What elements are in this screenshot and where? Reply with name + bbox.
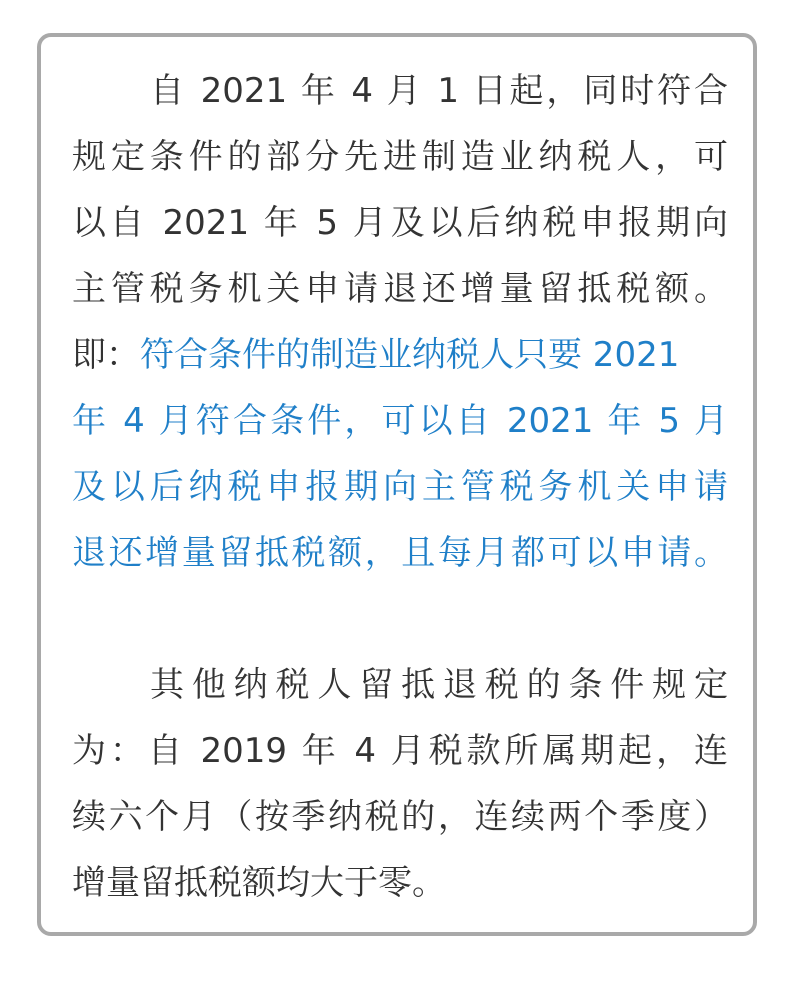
highlight-line1: 符合条件的制造业纳税人只要 2021: [140, 335, 680, 375]
highlight-line2: 年 4 月符合条件，可以自 2021 年 5 月: [72, 401, 728, 441]
paragraph1-line5: [72, 327, 728, 383]
highlight-line4: 退还增量留抵税额，且每月都可以申请。: [72, 533, 728, 573]
explanation-prefix: 即：: [72, 335, 140, 375]
paragraph1-line1: 自 2021 年 4 月 1 日起，同时符合: [150, 71, 728, 111]
highlight-line3: 及以后纳税申报期向主管税务机关申请: [72, 467, 728, 507]
paragraph2-line3: 续六个月（按季纳税的，连续两个季度）: [72, 797, 728, 837]
paragraph1-line2: 规定条件的部分先进制造业纳税人，可: [72, 137, 728, 177]
paragraph1-line4: 主管税务机关申请退还增量留抵税额。: [72, 269, 728, 309]
paragraph2-line2: 为：自 2019 年 4 月税款所属期起，连: [72, 731, 728, 771]
paragraph2-line1: 其他纳税人留抵退税的条件规定: [150, 665, 728, 705]
paragraph2-line4: 增量留抵税额均大于零。: [72, 863, 446, 903]
paragraph1-line3: 以自 2021 年 5 月及以后纳税申报期向: [72, 203, 728, 243]
